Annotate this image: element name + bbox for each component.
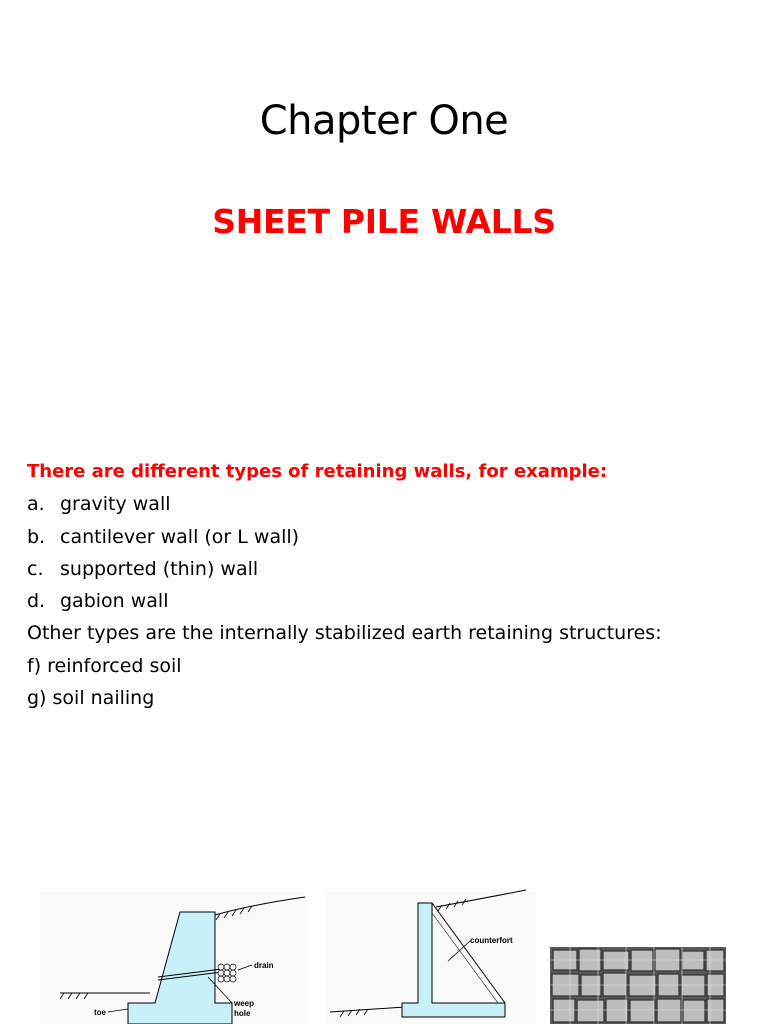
counterfort-wall-figure [326,890,536,1024]
section-title: SHEET PILE WALLS [212,202,556,241]
extra-item: g) soil nailing [27,687,155,710]
list-item [27,488,747,520]
list-text: cantilever wall (or L wall) [60,525,300,548]
list-marker: c. [27,557,44,580]
other-types-text: Other types are the internally stabilized earth retaining structures: [27,622,662,645]
toe-label: toe [94,1008,106,1017]
list-text: gabion wall [60,590,169,613]
gabion-photo [550,947,726,1024]
content-block [27,456,747,714]
drain-label: drain [254,961,274,970]
extra-item: f) reinforced soil [27,654,182,677]
list-text: gravity wall [60,493,171,516]
figures-strip [0,885,768,1024]
list-marker: a. [27,493,45,516]
list-item [27,553,747,585]
weep-label: weep [234,999,255,1008]
hole-label: hole [234,1009,251,1018]
list-item [27,521,747,553]
list-marker: b. [27,525,46,548]
list-marker: d. [27,590,46,613]
counterfort-label: counterfort [470,936,513,945]
list-text: supported (thin) wall [60,557,259,580]
list-item [27,585,747,617]
gravity-wall-figure [40,892,305,1024]
intro-text: There are different types of retaining walls, for example: [27,461,608,482]
chapter-title: Chapter One [259,98,509,144]
